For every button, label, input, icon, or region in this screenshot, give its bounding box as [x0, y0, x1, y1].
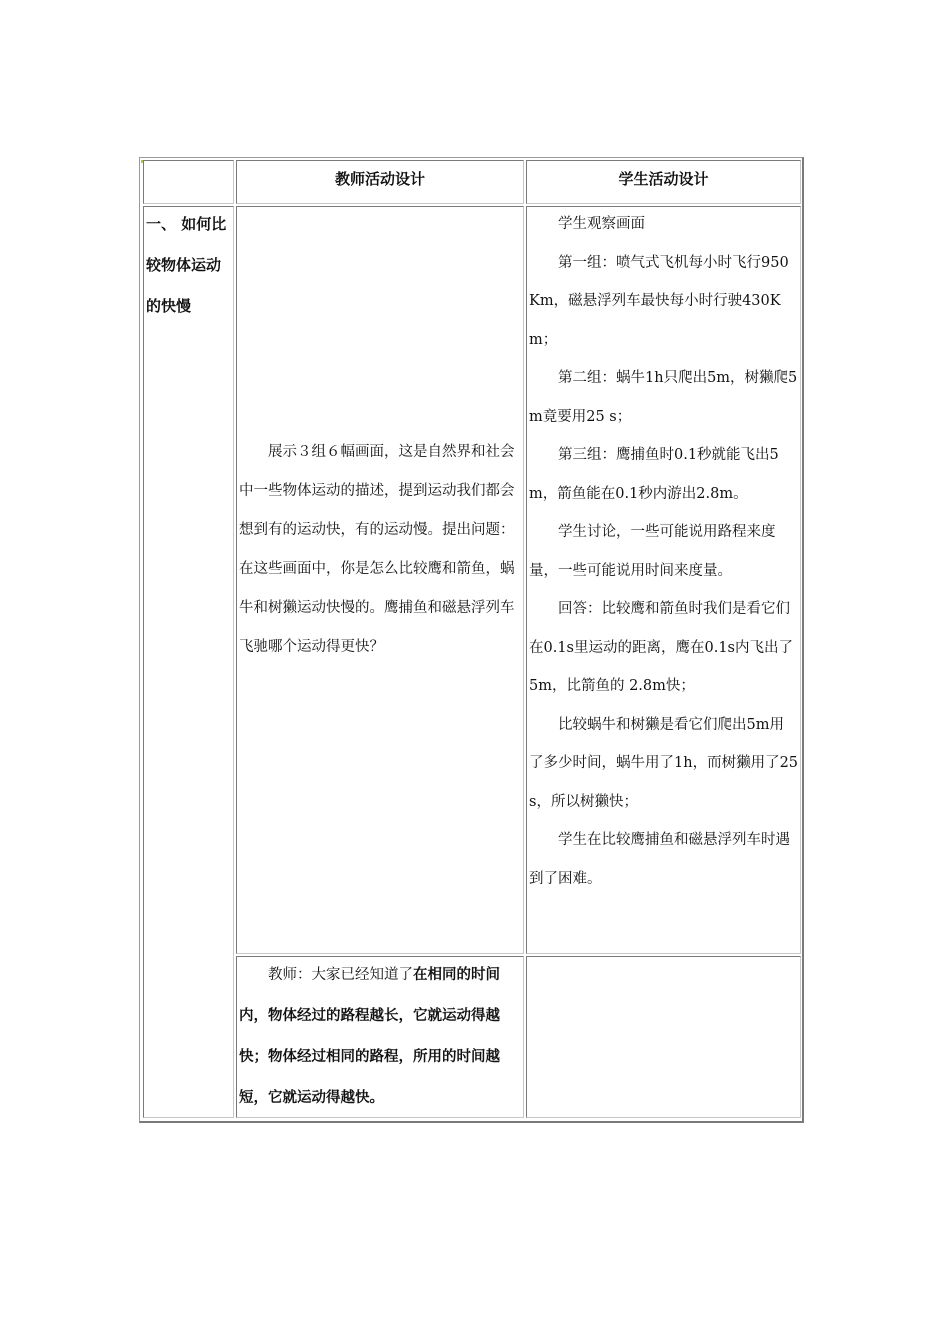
student-paragraph: 第三组：鹰捕鱼时0.1秒就能飞出5m，箭鱼能在0.1秒内游出2.8m。 [529, 447, 779, 502]
teacher-summary-text [239, 955, 521, 1119]
header-teacher-activity: 教师活动设计 [236, 160, 524, 204]
student-paragraph: 第二组：蜗牛1h只爬出5m，树獭爬5m竟要用25 s； [529, 370, 798, 425]
teacher-summary-cell [236, 956, 524, 1118]
student-paragraph: 学生讨论，一些可能说用路程来度量，一些可能说用时间来度量。 [529, 524, 776, 579]
teacher-summary-prefix: 教师：大家已经知道了 [268, 967, 413, 983]
student-paragraph: 比较蜗牛和树獭是看它们爬出5m用了多少时间，蜗牛用了1h，而树獭用了25s，所以树獭快； [529, 716, 799, 810]
student-paragraph: 学生观察画面 [558, 216, 645, 232]
header-empty-cell [143, 160, 234, 204]
section-label-cell [143, 206, 234, 1118]
student-paragraph: 第一组：喷气式飞机每小时飞行950Km，磁悬浮列车最快每小时行驶430Km； [529, 254, 789, 348]
teacher-activity-text: 展示３组６幅画面，这是自然界和社会中一些物体运动的描述，提到运动我们都会想到有的运动快，有的运动慢。提出问题：在这些画面中，你是怎么比较鹰和箭鱼，蜗牛和树獭运动快慢的。鹰捕鱼和磁悬浮列车飞驰哪个运动得更快？ [239, 444, 515, 655]
section-label: 一、 如何比较物体运动的快慢 [146, 215, 227, 315]
lesson-table [139, 157, 804, 1123]
header-student-activity: 学生活动设计 [526, 160, 801, 204]
student-paragraph: 学生在比较鹰捕鱼和磁悬浮列车时遇到了困难。 [529, 832, 790, 887]
teacher-summary-conclusion: 在相同的时间内，物体经过的路程越长，它就运动得越快；物体经过相同的路程，所用的时间越短，它就运动得越快。 [239, 967, 500, 1106]
student-activity-cell [526, 206, 801, 954]
student-empty-cell [526, 956, 801, 1118]
student-paragraph: 回答：比较鹰和箭鱼时我们是看它们在0.1s里运动的距离，鹰在0.1s内飞出了5m，比箭鱼的 2.8m快； [529, 601, 794, 694]
teacher-activity-cell [236, 206, 524, 954]
